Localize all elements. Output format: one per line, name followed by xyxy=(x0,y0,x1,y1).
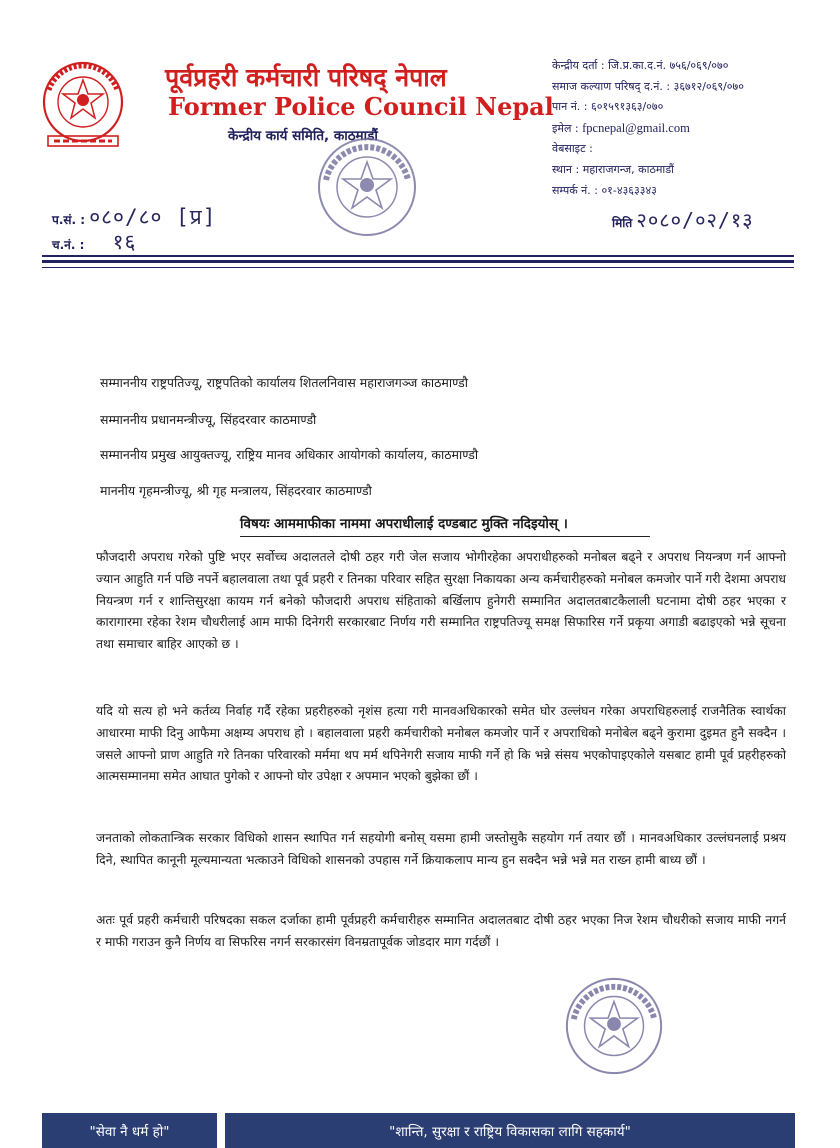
body-paragraph-1: फौजदारी अपराध गरेको पुष्टि भएर सर्वोच्च अदालतले दोषी ठहर गरी जेल सजाय भोगीरहेका अपराधीहरुको मनोबल बढ्ने र अपराध नियन्त्रण गर्न आफ्नो ज्यान आहुति गर्न पछि नपर्ने बहालवाला तथा पूर्व प्रहरी र तिनका परिवार सहित सुरक्षा निकायका अन्य कर्मचारीहरुको मनोबल कमजोर पार्ने गरी देशमा अपराध नियन्त्रण गर्न र शान्तिसुरक्षा कायम गर्न बनेको फौजदारी अपराध संहिताको बर्खिलाप हुनेगरी सम्मानित अदालतबाटकैलाली घटनामा दोषी ठहर भएका र कारागारमा रहेका रेशम चौधरीलाई आम माफी दिनेगरी सरकारबाट निर्णय गरी सम्मानित राष्ट्रपतिज्यू समक्ष सिफारिस गर्ने प्रकृया अगाडी बढाइएको भन्ने सूचना तथा समाचार बाहिर आएको छ । xyxy=(96,550,786,652)
addressee-home-minister: माननीय गृहमन्त्रीज्यू, श्री गृह मन्त्रालय, सिंहदरवार काठमाण्डौ xyxy=(100,483,372,498)
cn-line xyxy=(52,231,216,256)
council-emblem-logo xyxy=(40,60,126,150)
cn-label: च.नं. : xyxy=(52,238,85,252)
footer-motto: "सेवा नै धर्म हो" xyxy=(42,1113,217,1148)
ps-value: ०८०/८० [प्र] xyxy=(89,205,217,229)
social-welfare-number: समाज कल्याण परिषद् द.नं. : ३६७१२/०६९/०७० xyxy=(552,79,744,93)
email-address: fpcnepal@gmail.com xyxy=(582,120,690,135)
reference-block xyxy=(52,206,216,256)
letter-subject: विषयः आममाफीका नाममा अपराधीलाई दण्डबाट मुक्ति नदिइयोस् । xyxy=(240,516,568,532)
header-divider-thick xyxy=(42,260,794,263)
email-line xyxy=(552,118,744,140)
header-divider-bottom xyxy=(42,267,794,268)
body-paragraph-4: अतः पूर्व प्रहरी कर्मचारी परिषदका सकल दर्जाका हामी पूर्वप्रहरी कर्मचारीहरु सम्मानित अदालतबाट दोषी ठहर भएका निज रेशम चौधरीको सजाय माफी नगर्न र माफी गराउन कुनै निर्णय वा सिफरिस नगर्न सरकारसंग विनम्रतापूर्वक जोडदार माग गर्दछौं । xyxy=(96,913,786,949)
date-label: मिति xyxy=(612,216,633,230)
pan-number: पान नं. : ६०१५९१३६३/०७० xyxy=(552,100,664,114)
ps-line xyxy=(52,206,216,231)
addressee-nhrc-chief: सम्माननीय प्रमुख आयुक्तज्यू, राष्ट्रिय मानव अधिकार आयोगको कार्यालय, काठमाण्डौ xyxy=(100,447,479,462)
body-paragraph-3: जनताको लोकतान्त्रिक सरकार विधिको शासन स्थापित गर्न सहयोगी बनोस् यसमा हामी जस्तोसुकै सहयोग गर्न तयार छौं । मानवअधिकार उल्लंघनलाई प्रश्रय दिने, स्थापित कानूनी मूल्यमान्यता भत्काउने विधिको शासनको उपहास गर्ने क्रियाकलाप मान्य हुन सक्दैन भन्ने भन्ने मत राख्न हामी बाध्य छौं । xyxy=(96,831,786,867)
contact-block xyxy=(552,56,744,201)
ps-label: प.सं. : xyxy=(52,213,86,227)
addressee-president: सम्माननीय राष्ट्रपतिज्यू, राष्ट्रपतिको कार्यालय शितलनिवास महाराजगञ्ज काठमाण्डौ xyxy=(100,375,468,390)
phone-line: सम्पर्क नं. : ०१-४३६३३४३ xyxy=(552,183,657,197)
registration-number: केन्द्रीय दर्ता : जि.प्र.का.द.नं. ७५६/०६९/०७० xyxy=(552,59,729,72)
subject-underline xyxy=(240,536,650,537)
office-stamp-top xyxy=(312,132,422,242)
cn-value: १६ xyxy=(112,230,137,254)
address-line: स्थान : महाराजगन्ज, काठमाडौं xyxy=(552,162,674,176)
org-name-english: Former Police Council Nepal xyxy=(168,92,554,121)
footer-tagline: "शान्ति, सुरक्षा र राष्ट्रिय विकासका लागि सहकार्य" xyxy=(225,1113,795,1148)
org-name-nepali: पूर्वप्रहरी कर्मचारी परिषद् नेपाल xyxy=(165,63,447,92)
website-line: वेबसाइट : xyxy=(552,142,593,156)
date-value: २०८०/०२/१३ xyxy=(636,208,754,232)
header-divider-thin xyxy=(42,255,794,257)
body-paragraph-2: यदि यो सत्य हो भने कर्तव्य निर्वाह गर्दै रहेका प्रहरीहरुको नृशंस हत्या गरी मानवअधिकारको समेत घोर उल्लंघन गरेका अपराधिहरुलाई राजनैतिक स्वार्थका आधारमा माफी दिनु आफैमा अक्षम्य अपराध हो । बहालवाला प्रहरी कर्मचारीको मनोबल कमजोर पार्ने र अपराधिको मनोबेल बढ्ने कुरामा दुइमत हुनै सक्दैन । जसले आफ्नो प्राण आहुति गरे तिनका परिवारको मर्ममा थप मर्म थपिनेगरी सजाय माफी गर्ने हो कि भन्ने संसय भएकोपाइएकोले यसबाट हामी पूर्व प्रहरीहरुको आत्मसम्मानमा समेत आघात पुगेको र आफ्नो घोर उपेक्षा र अपमान भएको बुझेका छौं । xyxy=(96,704,786,784)
office-stamp-bottom xyxy=(560,972,668,1080)
addressee-prime-minister: सम्माननीय प्रधानमन्त्रीज्यू, सिंहदरवार काठमाण्डौ xyxy=(100,412,317,427)
org-central-committee: केन्द्रीय कार्य समिति, काठमाडौं xyxy=(228,128,378,144)
date-line xyxy=(612,206,754,233)
email-label: इमेल : xyxy=(552,121,579,135)
